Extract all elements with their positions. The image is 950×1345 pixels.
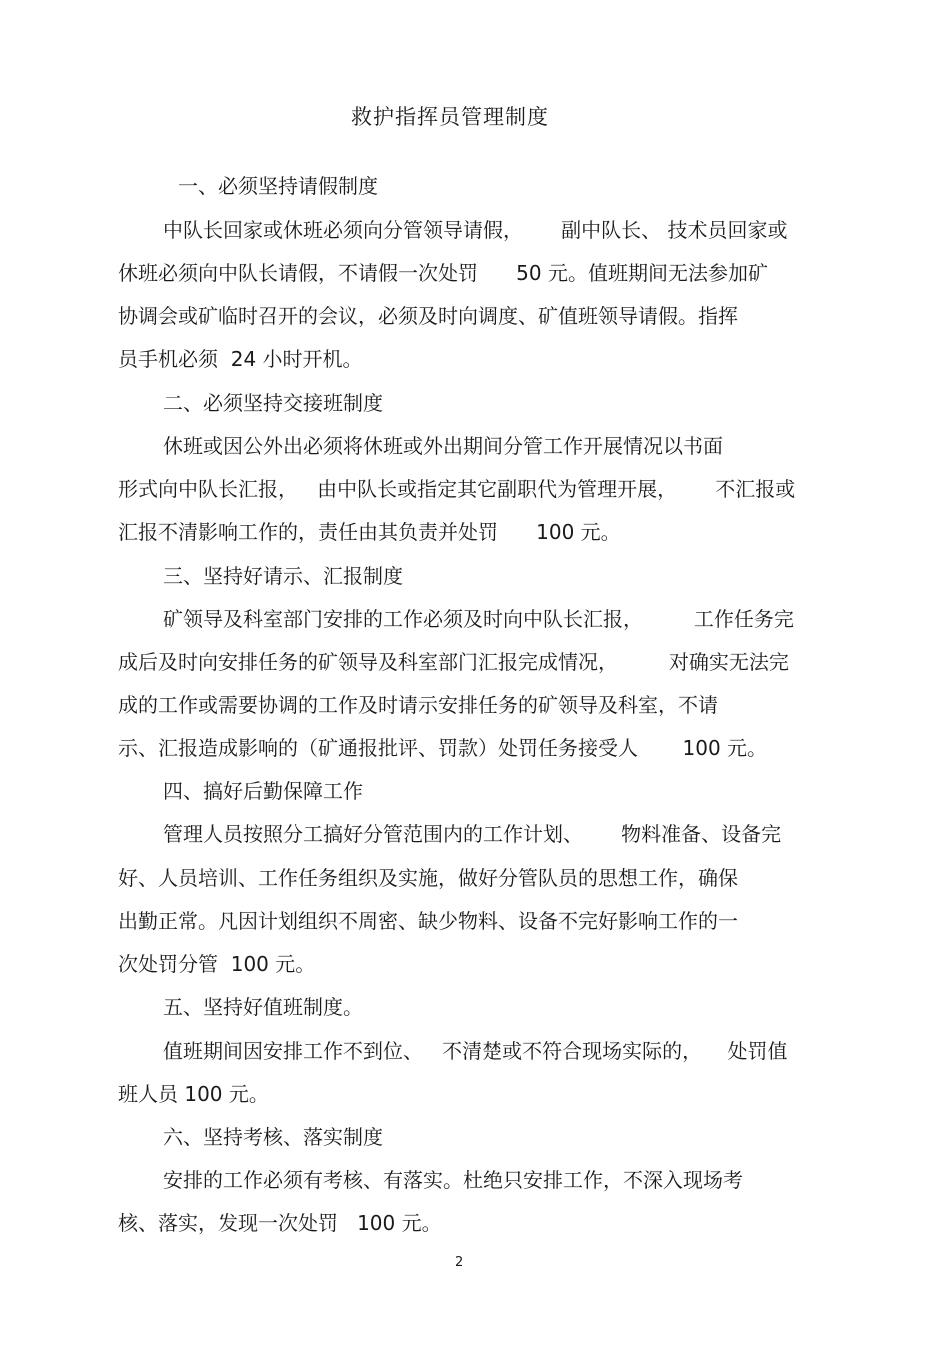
- section-2-line-3: 汇报不清影响工作的，责任由其负责并处罚 100 元。: [118, 520, 621, 544]
- section-6-line-2: 核、落实，发现一次处罚 100 元。: [118, 1211, 442, 1235]
- section-1-line-4: 员手机必须 24 小时开机。: [118, 347, 363, 371]
- section-5-line-1: 值班期间因安排工作不到位、 不清楚或不符合现场实际的， 处罚值: [163, 1039, 788, 1063]
- section-4-line-2: 好、人员培训、工作任务组织及实施，做好分管队员的思想工作，确保: [118, 866, 738, 890]
- section-heading-4: 四、搞好后勤保障工作: [163, 779, 363, 803]
- section-heading-3: 三、坚持好请示、汇报制度: [163, 564, 403, 588]
- section-3-line-1: 矿领导及科室部门安排的工作必须及时向中队长汇报， 工作任务完: [163, 607, 794, 631]
- page-title: 救护指挥员管理制度: [351, 105, 549, 129]
- section-3-line-4: 示、汇报造成影响的（矿通报批评、罚款）处罚任务接受人 100 元。: [118, 736, 768, 760]
- section-1-line-3: 协调会或矿临时召开的会议，必须及时向调度、矿值班领导请假。指挥: [118, 304, 738, 328]
- section-4-line-1: 管理人员按照分工搞好分管范围内的工作计划、 物料准备、设备完: [163, 822, 782, 846]
- section-4-line-4: 次处罚分管 100 元。: [118, 952, 316, 976]
- page-number: 2: [455, 1255, 464, 1270]
- section-5-line-2: 班人员 100 元。: [118, 1082, 269, 1106]
- section-1-line-2: 休班必须向中队长请假，不请假一次处罚 50 元。值班期间无法参加矿: [118, 261, 768, 285]
- section-6-line-1: 安排的工作必须有考核、有落实。杜绝只安排工作，不深入现场考: [163, 1168, 743, 1192]
- section-2-line-2: 形式向中队长汇报， 由中队长或指定其它副职代为管理开展， 不汇报或: [118, 477, 796, 501]
- section-heading-5: 五、坚持好值班制度。: [163, 995, 363, 1019]
- section-heading-6: 六、坚持考核、落实制度: [163, 1125, 383, 1149]
- section-2-line-1: 休班或因公外出必须将休班或外出期间分管工作开展情况以书面: [163, 434, 723, 458]
- section-3-line-2: 成后及时向安排任务的矿领导及科室部门汇报完成情况， 对确实无法完: [118, 650, 789, 674]
- section-3-line-3: 成的工作或需要协调的工作及时请示安排任务的矿领导及科室，不请: [118, 693, 718, 717]
- section-heading-1: 一、必须坚持请假制度: [178, 174, 378, 198]
- section-heading-2: 二、必须坚持交接班制度: [163, 391, 383, 415]
- section-4-line-3: 出勤正常。凡因计划组织不周密、缺少物料、设备不完好影响工作的一: [118, 909, 738, 933]
- section-1-line-1: 中队长回家或休班必须向分管领导请假， 副中队长、 技术员回家或: [163, 218, 788, 242]
